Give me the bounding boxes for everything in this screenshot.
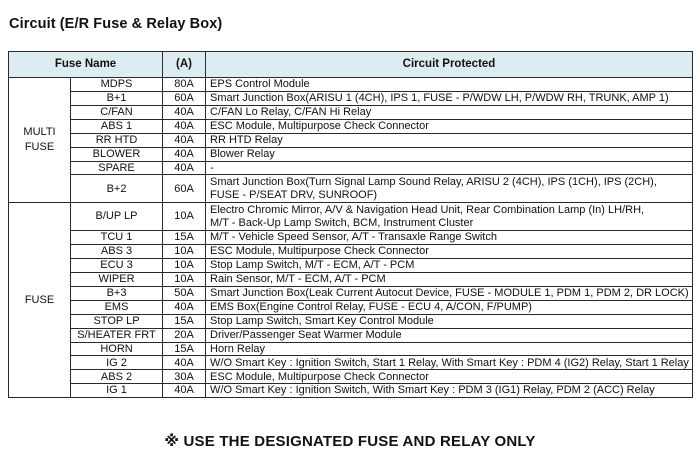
circuit-protected-cell <box>206 342 693 356</box>
fuse-group-label-line: MULTI <box>23 126 56 139</box>
circuit-line: Smart Junction Box(ARISU 1 (4CH), IPS 1, FUSE - P/WDW LH, P/WDW RH, TRUNK, AMP 1) <box>210 92 669 105</box>
fuse-name-cell: WIPER <box>71 272 163 286</box>
circuit-protected-cell <box>206 328 693 342</box>
table-row <box>9 370 693 384</box>
circuit-protected-cell <box>206 91 693 105</box>
circuit-protected-cell <box>206 175 693 203</box>
circuit-protected-cell <box>206 356 693 370</box>
fuse-name-cell: TCU 1 <box>71 231 163 245</box>
circuit-line: M/T - Vehicle Speed Sensor, A/T - Transaxle Range Switch <box>210 231 497 244</box>
table-row <box>9 286 693 300</box>
fuse-name-cell: EMS <box>71 300 163 314</box>
circuit-line: EMS Box(Engine Control Relay, FUSE - ECU 4, A/CON, F/PUMP) <box>210 300 532 313</box>
table-row <box>9 356 693 370</box>
table-row <box>9 384 693 398</box>
fuse-name-cell: B+2 <box>71 175 163 203</box>
fuse-name-cell: BLOWER <box>71 147 163 161</box>
circuit-line: RR HTD Relay <box>210 133 283 146</box>
fuse-name-cell: ABS 1 <box>71 119 163 133</box>
fuse-name-cell: IG 1 <box>71 384 163 398</box>
circuit-protected-cell <box>206 147 693 161</box>
circuit-protected-cell <box>206 272 693 286</box>
table-row <box>9 342 693 356</box>
circuit-protected-cell <box>206 286 693 300</box>
circuit-line: - <box>210 161 214 174</box>
circuit-line: W/O Smart Key : Ignition Switch, Start 1 Relay, With Smart Key : PDM 4 (IG2) Relay, Start 1 Relay <box>210 356 689 369</box>
fuse-name-cell: ECU 3 <box>71 259 163 273</box>
circuit-protected-cell <box>206 245 693 259</box>
amperage-cell: 40A <box>163 356 206 370</box>
circuit-protected-cell <box>206 119 693 133</box>
table-row <box>9 300 693 314</box>
header-amp: (A) <box>163 52 206 78</box>
amperage-cell: 40A <box>163 147 206 161</box>
fuse-name-cell: ABS 3 <box>71 245 163 259</box>
circuit-protected-cell <box>206 314 693 328</box>
table-row <box>9 231 693 245</box>
amperage-cell: 50A <box>163 286 206 300</box>
table-row <box>9 91 693 105</box>
circuit-protected-cell <box>206 78 693 92</box>
circuit-line: Smart Junction Box(Turn Signal Lamp Sound Relay, ARISU 2 (4CH), IPS (1CH), IPS (2CH), <box>210 176 657 189</box>
fuse-name-cell: B+3 <box>71 286 163 300</box>
circuit-line: Electro Chromic Mirror, A/V & Navigation Head Unit, Rear Combination Lamp (In) LH/RH, <box>210 204 645 217</box>
table-row <box>9 259 693 273</box>
amperage-cell: 10A <box>163 272 206 286</box>
designated-fuse-note: ※ USE THE DESIGNATED FUSE AND RELAY ONLY <box>164 433 536 450</box>
fuse-name-cell: C/FAN <box>71 105 163 119</box>
circuit-protected-cell <box>206 384 693 398</box>
circuit-protected-cell <box>206 203 693 231</box>
fuse-name-cell: MDPS <box>71 78 163 92</box>
amperage-cell: 20A <box>163 328 206 342</box>
circuit-line: Smart Junction Box(Leak Current Autocut Device, FUSE - MODULE 1, PDM 1, PDM 2, DR LOCK) <box>210 287 689 300</box>
amperage-cell: 30A <box>163 370 206 384</box>
amperage-cell: 40A <box>163 105 206 119</box>
amperage-cell: 10A <box>163 259 206 273</box>
circuit-line: EPS Control Module <box>210 78 310 91</box>
table-row <box>9 328 693 342</box>
amperage-cell: 15A <box>163 231 206 245</box>
amperage-cell: 60A <box>163 175 206 203</box>
fuse-name-cell: SPARE <box>71 161 163 175</box>
amperage-cell: 40A <box>163 119 206 133</box>
header-circuit-protected: Circuit Protected <box>206 52 693 78</box>
amperage-cell: 10A <box>163 245 206 259</box>
circuit-line: C/FAN Lo Relay, C/FAN Hi Relay <box>210 106 372 118</box>
fuse-table <box>8 51 693 398</box>
amperage-cell: 40A <box>163 384 206 398</box>
fuse-name-cell: STOP LP <box>71 314 163 328</box>
circuit-line: ESC Module, Multipurpose Check Connector <box>210 370 429 383</box>
circuit-line: ESC Module, Multipurpose Check Connector <box>210 245 429 258</box>
table-row <box>9 133 693 147</box>
circuit-protected-cell <box>206 133 693 147</box>
circuit-line: Blower Relay <box>210 147 275 160</box>
circuit-protected-cell <box>206 300 693 314</box>
amperage-cell: 60A <box>163 91 206 105</box>
circuit-line: Stop Lamp Switch, M/T - ECM, A/T - PCM <box>210 259 415 272</box>
circuit-line: Driver/Passenger Seat Warmer Module <box>210 328 402 341</box>
table-row <box>9 147 693 161</box>
header-fuse-name: Fuse Name <box>9 52 163 78</box>
fuse-group-label-line: FUSE <box>24 141 55 154</box>
fuse-name-cell: IG 2 <box>71 356 163 370</box>
amperage-cell: 40A <box>163 161 206 175</box>
table-row <box>9 203 693 231</box>
fuse-name-cell: ABS 2 <box>71 370 163 384</box>
table-row <box>9 314 693 328</box>
table-row <box>9 105 693 119</box>
circuit-line: ESC Module, Multipurpose Check Connector <box>210 119 429 132</box>
amperage-cell: 10A <box>163 203 206 231</box>
circuit-line: M/T - Back-Up Lamp Switch, BCM, Instrument Cluster <box>210 216 474 229</box>
fuse-table-body <box>9 78 693 398</box>
table-row <box>9 161 693 175</box>
fuse-name-cell: RR HTD <box>71 133 163 147</box>
table-row <box>9 272 693 286</box>
table-row <box>9 119 693 133</box>
circuit-protected-cell <box>206 161 693 175</box>
amperage-cell: 40A <box>163 133 206 147</box>
table-row <box>9 78 693 92</box>
fuse-name-cell: B+1 <box>71 91 163 105</box>
amperage-cell: 15A <box>163 342 206 356</box>
amperage-cell: 15A <box>163 314 206 328</box>
circuit-line: W/O Smart Key : Ignition Switch, With Smart Key : PDM 3 (IG1) Relay, PDM 2 (ACC) Relay <box>210 384 655 397</box>
circuit-line: Rain Sensor, M/T - ECM, A/T - PCM <box>210 273 386 286</box>
fuse-name-cell: B/UP LP <box>71 203 163 231</box>
amperage-cell: 80A <box>163 78 206 92</box>
circuit-protected-cell <box>206 259 693 273</box>
table-row <box>9 245 693 259</box>
circuit-line: Horn Relay <box>210 342 266 355</box>
fuse-name-cell: HORN <box>71 342 163 356</box>
fuse-name-cell: S/HEATER FRT <box>71 328 163 342</box>
table-row <box>9 175 693 203</box>
circuit-line: FUSE - P/SEAT DRV, SUNROOF) <box>210 188 378 201</box>
circuit-protected-cell <box>206 105 693 119</box>
circuit-protected-cell <box>206 231 693 245</box>
amperage-cell: 40A <box>163 300 206 314</box>
circuit-protected-cell <box>206 370 693 384</box>
circuit-line: Stop Lamp Switch, Smart Key Control Module <box>210 314 434 327</box>
page-title: Circuit (E/R Fuse & Relay Box) <box>9 16 223 32</box>
fuse-group-label <box>9 78 71 203</box>
table-header-row <box>9 52 693 78</box>
fuse-group-label <box>9 203 71 398</box>
fuse-group-label-line: FUSE <box>24 293 55 306</box>
